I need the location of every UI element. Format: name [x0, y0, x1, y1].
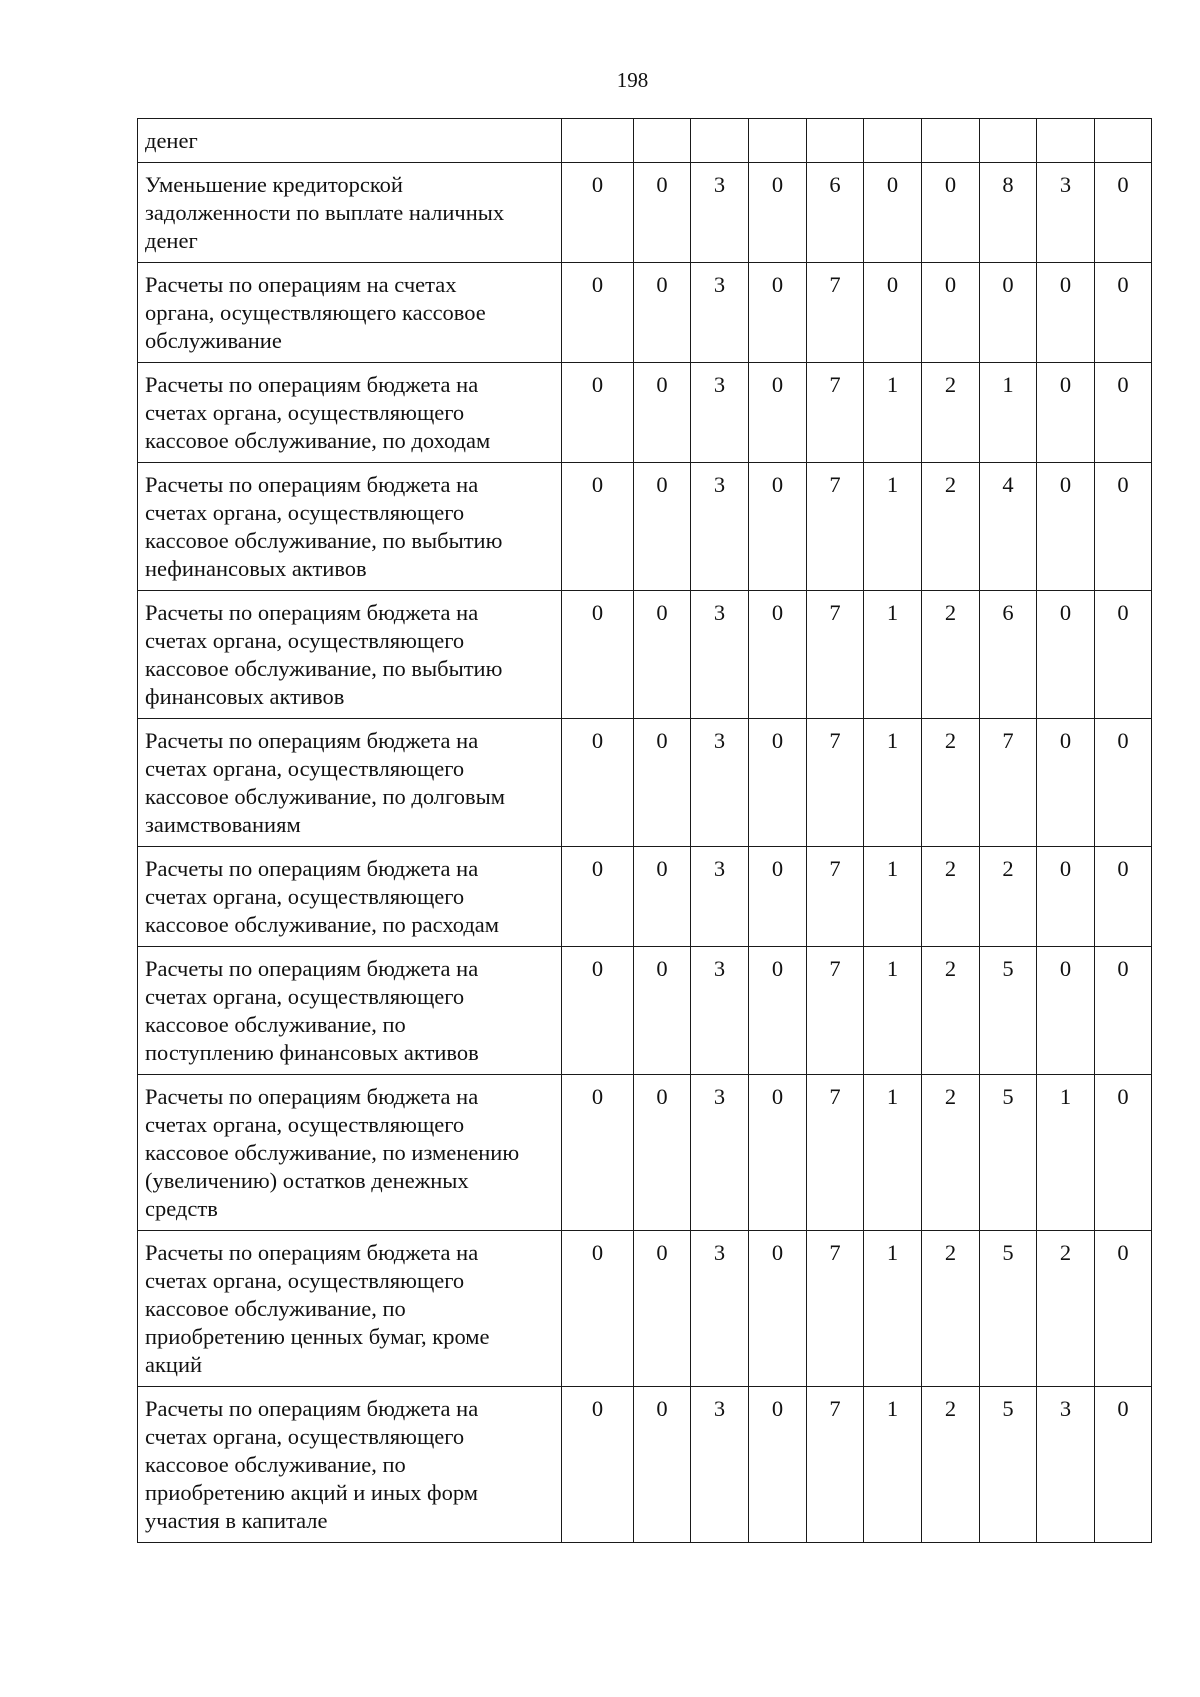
code-digit-cell: 2: [922, 591, 980, 719]
code-digit-cell: 0: [634, 591, 691, 719]
code-digit-cell: 3: [691, 591, 749, 719]
account-name-line: денег: [145, 228, 198, 253]
code-digit-cell: 0: [1095, 947, 1152, 1075]
code-digit-cell: 5: [980, 947, 1037, 1075]
code-digit-cell: 1: [980, 363, 1037, 463]
table-row: [138, 1231, 1152, 1387]
code-digit-cell: [562, 119, 634, 163]
code-digit-cell: [1095, 119, 1152, 163]
code-digit-cell: 0: [1095, 463, 1152, 591]
account-name-line: Расчеты по операциям на счетах: [145, 272, 457, 297]
code-digit-cell: [807, 119, 864, 163]
code-digit-cell: 0: [749, 591, 807, 719]
code-digit-cell: 6: [807, 163, 864, 263]
code-digit-cell: 0: [922, 263, 980, 363]
code-digit-cell: 7: [807, 719, 864, 847]
account-name-line: средств: [145, 1196, 218, 1221]
account-name-line: Расчеты по операциям бюджета на: [145, 600, 479, 625]
code-digit-cell: 0: [749, 1075, 807, 1231]
table-row: [138, 947, 1152, 1075]
table-row: [138, 847, 1152, 947]
account-name-cell: [138, 463, 562, 591]
table-row: [138, 463, 1152, 591]
code-digit-cell: 3: [691, 463, 749, 591]
account-name-cell: [138, 1075, 562, 1231]
code-digit-cell: [922, 119, 980, 163]
code-digit-cell: 0: [1037, 463, 1095, 591]
table-body: [138, 119, 1152, 1543]
code-digit-cell: 0: [864, 263, 922, 363]
account-name-line: кассовое обслуживание, по расходам: [145, 912, 500, 937]
account-name-line: счетах органа, осуществляющего: [145, 884, 465, 909]
code-digit-cell: 0: [749, 363, 807, 463]
account-name-line: Расчеты по операциям бюджета на: [145, 1084, 479, 1109]
account-name-line: счетах органа, осуществляющего: [145, 400, 465, 425]
account-name-line: органа, осуществляющего кассовое: [145, 300, 486, 325]
code-digit-cell: 0: [562, 1387, 634, 1543]
account-name-line: кассовое обслуживание, по: [145, 1452, 406, 1477]
code-digit-cell: 2: [922, 719, 980, 847]
code-digit-cell: 0: [1095, 591, 1152, 719]
code-digit-cell: 5: [980, 1231, 1037, 1387]
account-name-line: заимствованиям: [145, 812, 301, 837]
code-digit-cell: 0: [634, 363, 691, 463]
account-name-line: счетах органа, осуществляющего: [145, 984, 465, 1009]
code-digit-cell: 7: [807, 1075, 864, 1231]
code-digit-cell: 1: [864, 1231, 922, 1387]
account-name-line: кассовое обслуживание, по выбытию: [145, 528, 503, 553]
account-name-cell: [138, 263, 562, 363]
code-digit-cell: 0: [562, 363, 634, 463]
code-digit-cell: 0: [634, 263, 691, 363]
account-name-line: счетах органа, осуществляющего: [145, 1268, 465, 1293]
account-name-line: счетах органа, осуществляющего: [145, 756, 465, 781]
code-digit-cell: 0: [562, 591, 634, 719]
code-digit-cell: 0: [1095, 363, 1152, 463]
code-digit-cell: 0: [749, 463, 807, 591]
code-digit-cell: 0: [1037, 363, 1095, 463]
code-digit-cell: [864, 119, 922, 163]
code-digit-cell: 2: [922, 1075, 980, 1231]
code-digit-cell: 0: [749, 263, 807, 363]
code-digit-cell: [980, 119, 1037, 163]
table-row: [138, 363, 1152, 463]
account-name-cell: [138, 847, 562, 947]
code-digit-cell: 0: [562, 719, 634, 847]
code-digit-cell: 3: [691, 1075, 749, 1231]
code-digit-cell: 2: [1037, 1231, 1095, 1387]
account-name-line: кассовое обслуживание, по выбытию: [145, 656, 503, 681]
account-name-line: денег: [145, 128, 198, 153]
code-digit-cell: 0: [1037, 947, 1095, 1075]
code-digit-cell: 0: [562, 1231, 634, 1387]
code-digit-cell: 0: [634, 163, 691, 263]
code-digit-cell: [1037, 119, 1095, 163]
table-row: [138, 263, 1152, 363]
code-digit-cell: 0: [1037, 719, 1095, 847]
code-digit-cell: 2: [922, 463, 980, 591]
code-digit-cell: 0: [749, 1231, 807, 1387]
code-digit-cell: 0: [749, 163, 807, 263]
table-row: [138, 1387, 1152, 1543]
code-digit-cell: 2: [922, 363, 980, 463]
code-digit-cell: 3: [691, 1387, 749, 1543]
account-name-cell: [138, 119, 562, 163]
code-digit-cell: 0: [562, 163, 634, 263]
code-digit-cell: 0: [1095, 1231, 1152, 1387]
table-row: [138, 119, 1152, 163]
table-row: [138, 163, 1152, 263]
code-digit-cell: 0: [1095, 719, 1152, 847]
code-digit-cell: 0: [562, 263, 634, 363]
account-name-line: задолженности по выплате наличных: [145, 200, 505, 225]
code-digit-cell: 0: [634, 1075, 691, 1231]
code-digit-cell: 0: [562, 1075, 634, 1231]
code-digit-cell: 2: [922, 947, 980, 1075]
account-name-line: финансовых активов: [145, 684, 345, 709]
code-digit-cell: 0: [922, 163, 980, 263]
code-digit-cell: 0: [634, 1387, 691, 1543]
code-digit-cell: 0: [1037, 847, 1095, 947]
code-digit-cell: 0: [1037, 591, 1095, 719]
code-digit-cell: 0: [1037, 263, 1095, 363]
account-name-cell: [138, 591, 562, 719]
account-name-line: Расчеты по операциям бюджета на: [145, 472, 479, 497]
code-digit-cell: 3: [691, 947, 749, 1075]
code-digit-cell: 3: [691, 847, 749, 947]
account-name-line: счетах органа, осуществляющего: [145, 500, 465, 525]
code-digit-cell: 3: [691, 163, 749, 263]
table-row: [138, 719, 1152, 847]
account-name-line: участия в капитале: [145, 1508, 328, 1533]
table-row: [138, 591, 1152, 719]
account-name-line: приобретению ценных бумаг, кроме: [145, 1324, 490, 1349]
code-digit-cell: 0: [1095, 1075, 1152, 1231]
account-name-line: Расчеты по операциям бюджета на: [145, 1240, 479, 1265]
account-name-line: акций: [145, 1352, 203, 1377]
code-digit-cell: 7: [807, 263, 864, 363]
account-name-line: приобретению акций и иных форм: [145, 1480, 478, 1505]
account-name-line: кассовое обслуживание, по изменению: [145, 1140, 520, 1165]
code-digit-cell: 7: [807, 591, 864, 719]
code-digit-cell: [749, 119, 807, 163]
account-name-line: Расчеты по операциям бюджета на: [145, 856, 479, 881]
code-digit-cell: 1: [864, 719, 922, 847]
code-digit-cell: 0: [562, 847, 634, 947]
code-digit-cell: 0: [1095, 847, 1152, 947]
code-digit-cell: 0: [1095, 1387, 1152, 1543]
account-name-line: кассовое обслуживание, по долговым: [145, 784, 505, 809]
account-name-line: обслуживание: [145, 328, 282, 353]
account-name-line: кассовое обслуживание, по: [145, 1296, 406, 1321]
account-name-cell: [138, 719, 562, 847]
account-name-line: кассовое обслуживание, по: [145, 1012, 406, 1037]
code-digit-cell: 0: [634, 463, 691, 591]
code-digit-cell: 3: [691, 1231, 749, 1387]
account-name-line: (увеличению) остатков денежных: [145, 1168, 469, 1193]
code-digit-cell: 3: [691, 363, 749, 463]
code-digit-cell: 1: [864, 1387, 922, 1543]
code-digit-cell: 0: [749, 719, 807, 847]
code-digit-cell: 0: [1095, 263, 1152, 363]
code-digit-cell: 5: [980, 1387, 1037, 1543]
code-digit-cell: 5: [980, 1075, 1037, 1231]
code-digit-cell: 2: [922, 1231, 980, 1387]
code-digit-cell: 6: [980, 591, 1037, 719]
account-name-cell: [138, 947, 562, 1075]
code-digit-cell: 1: [864, 591, 922, 719]
account-name-cell: [138, 363, 562, 463]
code-digit-cell: 7: [807, 947, 864, 1075]
code-digit-cell: 1: [864, 1075, 922, 1231]
account-name-cell: [138, 163, 562, 263]
code-digit-cell: [634, 119, 691, 163]
code-digit-cell: 0: [634, 847, 691, 947]
code-digit-cell: 1: [864, 463, 922, 591]
code-digit-cell: 7: [807, 1387, 864, 1543]
account-name-line: кассовое обслуживание, по доходам: [145, 428, 491, 453]
code-digit-cell: 2: [922, 847, 980, 947]
account-name-line: Расчеты по операциям бюджета на: [145, 372, 479, 397]
code-digit-cell: 0: [749, 847, 807, 947]
code-digit-cell: 8: [980, 163, 1037, 263]
code-digit-cell: 0: [634, 1231, 691, 1387]
code-digit-cell: 0: [864, 163, 922, 263]
code-digit-cell: 1: [864, 947, 922, 1075]
code-digit-cell: 3: [691, 263, 749, 363]
table-row: [138, 1075, 1152, 1231]
account-name-line: счетах органа, осуществляющего: [145, 1424, 465, 1449]
account-name-line: счетах органа, осуществляющего: [145, 1112, 465, 1137]
code-digit-cell: 7: [807, 463, 864, 591]
code-digit-cell: 3: [1037, 1387, 1095, 1543]
code-digit-cell: 0: [980, 263, 1037, 363]
account-codes-table: [137, 118, 1152, 1543]
code-digit-cell: 1: [1037, 1075, 1095, 1231]
code-digit-cell: 4: [980, 463, 1037, 591]
code-digit-cell: 7: [807, 1231, 864, 1387]
account-name-cell: [138, 1231, 562, 1387]
code-digit-cell: 0: [634, 947, 691, 1075]
code-digit-cell: [691, 119, 749, 163]
account-name-line: Расчеты по операциям бюджета на: [145, 956, 479, 981]
code-digit-cell: 0: [1095, 163, 1152, 263]
code-digit-cell: 0: [749, 1387, 807, 1543]
account-name-cell: [138, 1387, 562, 1543]
code-digit-cell: 7: [807, 847, 864, 947]
account-name-line: Расчеты по операциям бюджета на: [145, 1396, 479, 1421]
code-digit-cell: 0: [634, 719, 691, 847]
code-digit-cell: 1: [864, 363, 922, 463]
code-digit-cell: 0: [562, 463, 634, 591]
code-digit-cell: 0: [562, 947, 634, 1075]
code-digit-cell: 2: [980, 847, 1037, 947]
account-name-line: нефинансовых активов: [145, 556, 367, 581]
code-digit-cell: 3: [691, 719, 749, 847]
account-name-line: Расчеты по операциям бюджета на: [145, 728, 479, 753]
code-digit-cell: 2: [922, 1387, 980, 1543]
account-name-line: Уменьшение кредиторской: [145, 172, 403, 197]
code-digit-cell: 7: [980, 719, 1037, 847]
code-digit-cell: 7: [807, 363, 864, 463]
account-name-line: поступлению финансовых активов: [145, 1040, 479, 1065]
code-digit-cell: 0: [749, 947, 807, 1075]
code-digit-cell: 3: [1037, 163, 1095, 263]
page-number: 198: [616, 68, 649, 92]
code-digit-cell: 1: [864, 847, 922, 947]
account-name-line: счетах органа, осуществляющего: [145, 628, 465, 653]
